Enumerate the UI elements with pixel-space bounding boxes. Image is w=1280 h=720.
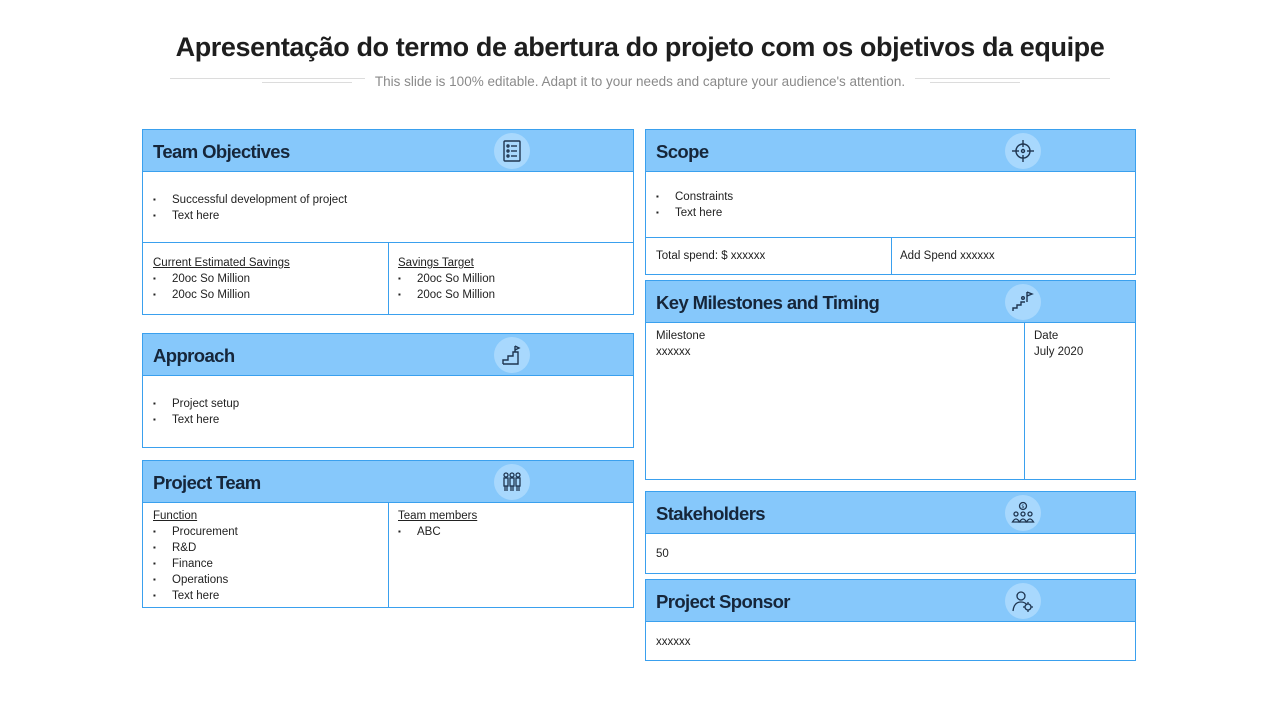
date-column — [1034, 328, 1083, 360]
team-objectives-panel — [142, 129, 634, 315]
scope-title: Scope — [656, 141, 709, 162]
approach-list — [153, 396, 239, 428]
growth-stairs-icon — [494, 337, 530, 373]
subtitle-text: This slide is 100% editable. Adapt it to your needs and capture your audience's attention. — [365, 74, 915, 89]
function-block — [153, 508, 238, 604]
approach-header — [143, 334, 633, 376]
list-item: ▪ Project setup — [153, 396, 239, 412]
current-savings-block — [153, 255, 290, 303]
list-item: ▪ Operations — [153, 572, 238, 588]
team-members-label: Team members — [398, 510, 478, 522]
scope-panel — [645, 129, 1136, 275]
stakeholders-title: Stakeholders — [656, 503, 765, 524]
project-team-header — [143, 461, 633, 503]
sponsor-value: xxxxxx — [656, 636, 691, 648]
list-item: ▪ 20oc So Million — [153, 287, 290, 303]
milestones-panel — [645, 280, 1136, 480]
scope-header — [646, 130, 1135, 172]
team-objectives-title: Team Objectives — [153, 141, 290, 162]
add-spend: Add Spend xxxxxx — [900, 250, 995, 262]
divider — [388, 242, 389, 314]
team-objectives-header — [143, 130, 633, 172]
list-item: ▪ 20oc So Million — [153, 271, 290, 287]
current-savings-label: Current Estimated Savings — [153, 257, 290, 269]
stakeholders-panel — [645, 491, 1136, 574]
stakeholders-header — [646, 492, 1135, 534]
team-members-block — [398, 508, 477, 540]
list-item: ▪ Text here — [153, 588, 238, 604]
project-team-panel — [142, 460, 634, 608]
approach-panel — [142, 333, 634, 448]
checklist-icon — [494, 133, 530, 169]
approach-title: Approach — [153, 345, 235, 366]
list-item: ▪ Finance — [153, 556, 238, 572]
milestones-title: Key Milestones and Timing — [656, 292, 880, 313]
savings-target-label: Savings Target — [398, 257, 474, 269]
savings-target-block — [398, 255, 495, 303]
svg-text:$: $ — [1021, 504, 1025, 510]
total-spend: Total spend: $ xxxxxx — [656, 250, 766, 262]
list-item: ▪ Procurement — [153, 524, 238, 540]
milestone-label: Milestone — [656, 330, 706, 342]
list-item: ▪ ABC — [398, 524, 477, 540]
list-item: ▪ Constraints — [656, 189, 733, 205]
divider — [1024, 323, 1025, 479]
divider — [891, 237, 892, 274]
scope-list — [656, 189, 733, 221]
milestone-value: xxxxxx — [656, 346, 691, 358]
list-item: ▪ Text here — [153, 412, 239, 428]
project-team-title: Project Team — [153, 472, 261, 493]
sponsor-icon — [1005, 583, 1041, 619]
target-icon — [1005, 133, 1041, 169]
page-subtitle — [0, 74, 1280, 89]
stakeholders-value: 50 — [656, 548, 669, 560]
sponsor-panel — [645, 579, 1136, 661]
sponsor-title: Project Sponsor — [656, 591, 790, 612]
stakeholders-icon — [1005, 495, 1041, 531]
list-item: ▪ Text here — [656, 205, 733, 221]
list-item: ▪ 20oc So Million — [398, 271, 495, 287]
team-icon — [494, 464, 530, 500]
date-label: Date — [1034, 330, 1059, 342]
list-item: ▪ Text here — [153, 208, 347, 224]
sponsor-header — [646, 580, 1135, 622]
divider — [388, 503, 389, 607]
list-item: ▪ Successful development of project — [153, 192, 347, 208]
function-label: Function — [153, 510, 198, 522]
milestone-column — [656, 328, 705, 360]
milestone-flag-icon — [1005, 284, 1041, 320]
page-title: Apresentação do termo de abertura do projeto com os objetivos da equipe — [175, 32, 1105, 62]
list-item: ▪ R&D — [153, 540, 238, 556]
milestones-header — [646, 281, 1135, 323]
list-item: ▪ 20oc So Million — [398, 287, 495, 303]
date-value: July 2020 — [1034, 346, 1084, 358]
team-objectives-list — [153, 192, 347, 224]
